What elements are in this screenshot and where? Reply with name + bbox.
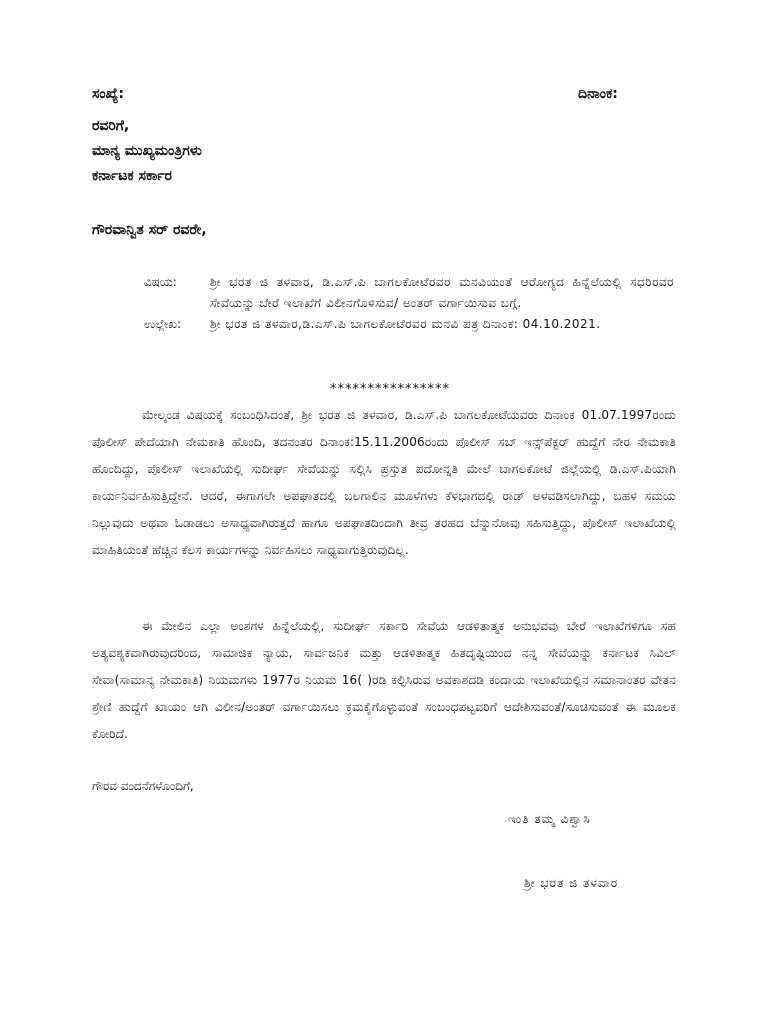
signature-regards: ಇಂತಿ ತಮ್ಮ ವಿಶ್ವಾಸಿ — [508, 812, 591, 826]
number-label: ಸಂಖ್ಯೆ: — [92, 86, 124, 102]
closing-greeting: ಗೌರವ ವಂದನೆಗಳೊಂದಿಗೆ, — [92, 779, 194, 793]
recipient-line-3: ಕರ್ನಾಟಕ ಸರ್ಕಾರ — [92, 168, 172, 184]
subject-row — [144, 272, 674, 314]
signature-name: ಶ್ರೀ ಭರತ ಜಿ ತಳವಾರ — [524, 876, 619, 890]
recipient-line-2: ಮಾನ್ಯ ಮುಖ್ಯಮಂತ್ರಿಗಳು — [92, 143, 202, 159]
salutation: ಗೌರವಾನ್ವಿತ ಸರ್ ರವರೇ, — [92, 222, 207, 238]
separator-stars: **************** — [330, 382, 450, 397]
body-paragraph-1: ಮೇಲ್ಕಂಡ ವಿಷಯಕ್ಕೆ ಸಂಬಂಧಿಸಿದಂತೆ, ಶ್ರೀ ಭರತ ಜಿ ತಳವಾರ, ಡಿ.ಎಸ್.ಪಿ ಬಾಗಲಕೋಟೆಯವರು ದಿನಾಂಕ 01.07.1997ರಂದು ಪೊಲೀಸ್ ಪೇದೆಯಾಗಿ ನೇಮಕಾತಿ ಹೊಂದಿ, ತದನಂತರ ದಿನಾಂಕ:15.11.2006ರಂದು ಪೊಲೀಸ್ ಸಬ್ ಇನ್ಸ್‌ಪೆಕ್ಟರ್ ಹುದ್ದೆಗೆ ನೇರ ನೇಮಕಾತಿ ಹೊಂದಿದ್ದು, ಪೊಲೀಸ್ ಇಲಾಖೆಯಲ್ಲಿ ಸುದೀರ್ಘ ಸೇವೆಯನ್ನು ಸಲ್ಲಿಸಿ ಪ್ರಸ್ತುತ ಪದೋನ್ನತಿ ಮೇಲೆ ಬಾಗಲಕೋಟೆ ಜಿಲ್ಲೆಯಲ್ಲಿ ಡಿ.ಎಸ್.ಪಿಯಾಗಿ ಕಾರ್ಯನಿರ್ವಹಿಸುತ್ತಿದ್ದೇನೆ. ಆದರೆ, ಈಗಾಗಲೇ ಅಪಘಾತದಲ್ಲಿ ಬಲಗಾಲಿನ ಮೂಳೆಗಳು ಕೆಳಭಾಗದಲ್ಲಿ ರಾಡ್ ಅಳವಡಿಸಲಾಗಿದ್ದು, ಬಹಳ ಸಮಯ ನಿಲ್ಲುವುದು ಅಥವಾ ಓಡಾಡಲು ಅಸಾಧ್ಯವಾಗಿರುತ್ತದೆ ಹಾಗೂ ಅಪಘಾತದಿಂದಾಗಿ ತೀವ್ರ ತರಹದ ಬೆನ್ನುನೋವು ಸಹಿಸುತ್ತಿದ್ದು, ಪೊಲೀಸ್ ಇಲಾಖೆಯಲ್ಲಿ ಮಾಹಿತಿಯಂತೆ ಹೆಚ್ಚಿನ ಕೆಲಸ ಕಾರ್ಯಗಳನ್ನು ನಿರ್ವಹಿಸಲು ಸಾಧ್ಯವಾಗುತ್ತಿರುವುದಿಲ್ಲ. — [92, 408, 676, 557]
date-label: ದಿನಾಂಕ: — [578, 86, 618, 102]
subject-label: ವಿಷಯ: — [144, 275, 177, 289]
reference-row — [144, 314, 674, 335]
subject-text: ಶ್ರೀ ಭರತ ಜಿ ತಳವಾರ, ಡಿ.ಎಸ್.ಪಿ ಬಾಗಲಕೋಟೆರವರ ಮನವಿಯಂತೆ ಆರೋಗ್ಯದ ಹಿನ್ನೆಲೆಯಲ್ಲಿ ಸಧರಿರವರ ಸೇವೆಯನ್ನು ಬೇರೆ ಇಲಾಖೆಗೆ ವಿಲೀನಗೊಳಿಸುವ/ ಅಂತರ್ ವರ್ಗಾಯಿಸುವ ಬಗ್ಗೆ. — [210, 275, 674, 310]
body-paragraph-2: ಈ ಮೇಲಿನ ಎಲ್ಲಾ ಅಂಶಗಳ ಹಿನ್ನೆಲೆಯಲ್ಲಿ, ಸುದೀರ್ಘ ಸರ್ಕಾರಿ ಸೇವೆಯ ಆಡಳಿತಾತ್ಮಕ ಅನುಭವವು ಬೇರೆ ಇಲಾಖೆಗಳಿಗೂ ಸಹ ಅತ್ಯವಶ್ಯಕವಾಗಿರುವುದರಿಂದ, ಸಾಮಾಜಿಕ ನ್ಯಾಯ, ಸಾರ್ವಜನಿಕ ಮತ್ತು ಆಡಳಿತಾತ್ಮಕ ಹಿತದೃಷ್ಟಿಯಿಂದ ನನ್ನ ಸೇವೆಯನ್ನು ಕರ್ನಾಟಕ ಸಿವಿಲ್ ಸೇವಾ(ಸಾಮಾನ್ಯ ನೇಮಕಾತಿ) ನಿಯಮಗಳು 1977ರ ನಿಯಮ 16( )ರಡಿ ಕಲ್ಪಿಸಿರುವ ಅವಕಾಶದಡಿ ಕಂದಾಯ ಇಲಾಖೆಯಲ್ಲಿನ ಸಮಾನಾಂತರ ವೇತನ ಶ್ರೇಣಿ ಹುದ್ದೆಗೆ ಖಾಯಂ ಆಗಿ ವಿಲೀನ/ಅಂತರ್ ವರ್ಗಾಯಿಸಲು ಕ್ರಮಕೈಗೊಳ್ಳುವಂತೆ ಸಂಬಂಧಪಟ್ಟವರಿಗೆ ಆದೇಶಿಸುವಂತೆ/ಸೂಚಿಸುವಂತೆ ಈ ಮೂಲಕ ಕೋರಿದೆ. — [92, 619, 676, 741]
reference-text: ಶ್ರೀ ಭರತ ಜಿ ತಳವಾರ,ಡಿ.ಎಸ್.ಪಿ ಬಾಗಲಕೋಟೆರವರ ಮನವಿ ಪತ್ರ ದಿನಾಂಕ: 04.10.2021. — [210, 317, 601, 331]
reference-label: ಉಲ್ಲೇಖ: — [144, 317, 182, 331]
recipient-line-1: ರವರಿಗೆ, — [92, 118, 130, 134]
subject-block — [144, 272, 674, 335]
